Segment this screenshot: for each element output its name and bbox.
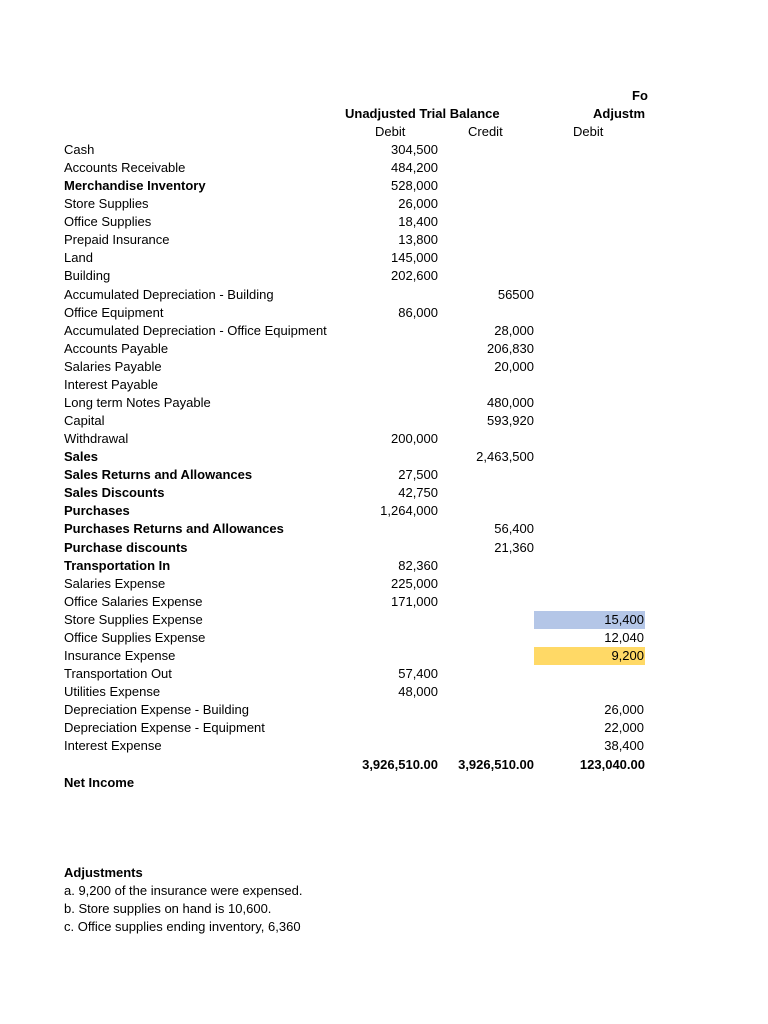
row-label: Transportation In — [64, 558, 171, 573]
row-label: Purchases — [64, 503, 130, 518]
row-label: Accounts Payable — [64, 341, 169, 356]
row-credit: 21,360 — [494, 540, 534, 555]
header-adj-debit: Debit — [573, 124, 604, 139]
row-label: Purchase discounts — [64, 540, 188, 555]
row-adj-debit: 12,040 — [604, 630, 644, 645]
row-label: Store Supplies — [64, 196, 149, 211]
row-label: Transportation Out — [64, 666, 172, 681]
header-adjustments: Adjustm — [593, 106, 645, 121]
row-label: Office Salaries Expense — [64, 594, 203, 609]
row-adj-debit: 22,000 — [604, 720, 644, 735]
row-label: Insurance Expense — [64, 648, 176, 663]
header-credit: Credit — [468, 124, 503, 139]
row-label: Store Supplies Expense — [64, 612, 203, 627]
row-label: Sales Returns and Allowances — [64, 467, 253, 482]
header-unadjusted-trial-balance: Unadjusted Trial Balance — [345, 106, 500, 121]
header-fo: Fo — [632, 88, 648, 103]
row-debit: 528,000 — [391, 178, 438, 193]
row-label: Building — [64, 268, 111, 283]
row-label: Sales — [64, 449, 98, 464]
row-label: Merchandise Inventory — [64, 178, 206, 193]
row-label: Interest Expense — [64, 738, 162, 753]
row-label: Depreciation Expense - Equipment — [64, 720, 265, 735]
row-credit: 593,920 — [487, 413, 534, 428]
row-label: Salaries Expense — [64, 576, 166, 591]
row-adj-debit: 9,200 — [534, 647, 645, 665]
row-debit: 18,400 — [398, 214, 438, 229]
adjustments-title: Adjustments — [64, 865, 143, 880]
adjustment-item-a: a. 9,200 of the insurance were expensed. — [64, 883, 303, 898]
row-label: Capital — [64, 413, 105, 428]
row-debit: 145,000 — [391, 250, 438, 265]
net-income-label: Net Income — [64, 775, 135, 790]
row-label: Salaries Payable — [64, 359, 162, 374]
row-label: Utilities Expense — [64, 684, 161, 699]
row-label: Long term Notes Payable — [64, 395, 211, 410]
row-label: Land — [64, 250, 93, 265]
row-debit: 484,200 — [391, 160, 438, 175]
row-debit: 48,000 — [398, 684, 438, 699]
row-label: Accumulated Depreciation - Building — [64, 287, 274, 302]
row-label: Depreciation Expense - Building — [64, 702, 249, 717]
row-debit: 27,500 — [398, 467, 438, 482]
row-debit: 13,800 — [398, 232, 438, 247]
row-label: Office Supplies — [64, 214, 152, 229]
row-debit: 1,264,000 — [380, 503, 438, 518]
row-debit: 86,000 — [398, 305, 438, 320]
row-credit: 480,000 — [487, 395, 534, 410]
total-debit: 3,926,510.00 — [362, 757, 438, 772]
row-debit: 82,360 — [398, 558, 438, 573]
row-credit: 28,000 — [494, 323, 534, 338]
row-debit: 42,750 — [398, 485, 438, 500]
row-label: Cash — [64, 142, 95, 157]
adjustment-item-b: b. Store supplies on hand is 10,600. — [64, 901, 272, 916]
row-adj-debit: 38,400 — [604, 738, 644, 753]
row-label: Withdrawal — [64, 431, 129, 446]
row-label: Purchases Returns and Allowances — [64, 521, 284, 536]
row-adj-debit: 26,000 — [604, 702, 644, 717]
row-label: Accumulated Depreciation - Office Equipment — [64, 323, 327, 338]
row-label: Office Equipment — [64, 305, 164, 320]
row-debit: 200,000 — [391, 431, 438, 446]
row-debit: 57,400 — [398, 666, 438, 681]
row-credit: 206,830 — [487, 341, 534, 356]
row-label: Interest Payable — [64, 377, 158, 392]
row-label: Office Supplies Expense — [64, 630, 206, 645]
row-debit: 225,000 — [391, 576, 438, 591]
row-debit: 202,600 — [391, 268, 438, 283]
total-credit: 3,926,510.00 — [458, 757, 534, 772]
row-credit: 56500 — [497, 287, 534, 302]
row-label: Sales Discounts — [64, 485, 165, 500]
row-credit: 56,400 — [494, 521, 534, 536]
row-credit: 2,463,500 — [476, 449, 534, 464]
adjustment-item-c: c. Office supplies ending inventory, 6,360 — [64, 919, 301, 934]
total-adj-debit: 123,040.00 — [579, 757, 645, 772]
row-label: Prepaid Insurance — [64, 232, 170, 247]
row-debit: 171,000 — [391, 594, 438, 609]
row-label: Accounts Receivable — [64, 160, 186, 175]
header-debit: Debit — [375, 124, 406, 139]
row-credit: 20,000 — [494, 359, 534, 374]
row-debit: 304,500 — [391, 142, 438, 157]
row-debit: 26,000 — [398, 196, 438, 211]
row-adj-debit: 15,400 — [534, 611, 645, 629]
